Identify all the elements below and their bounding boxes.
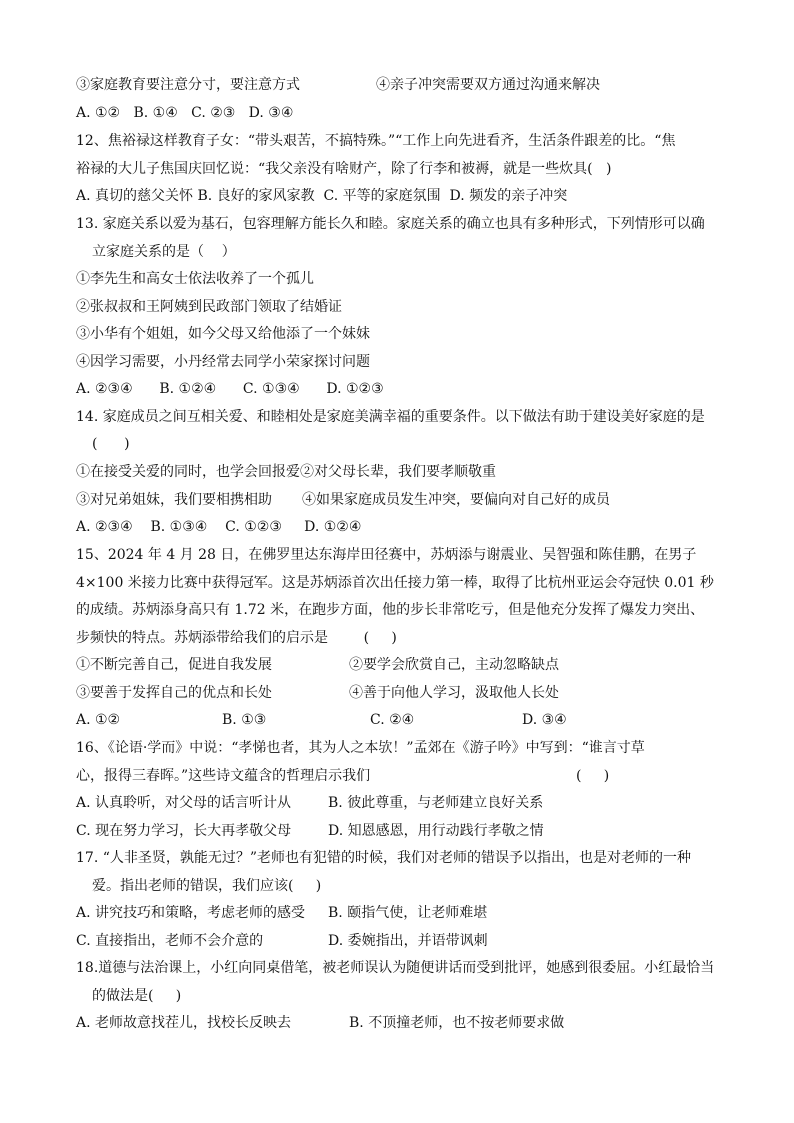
q15-option-2: ②要学会欣赏自己，主动忽略缺点 [349,657,559,673]
q15-choice-a: A. ①② [76,712,121,728]
q15-option-4: ④善于向他人学习，汲取他人长处 [349,685,559,701]
q16-stem-line-2: 心，报得三春晖。”这些诗文蕴含的哲理启示我们 [76,768,371,784]
q15-stem-line-2: 4×100 米接力比赛中获得冠军。这是苏炳添首次出任接力第一棒，取得了比杭州亚运会夺冠快 0.01 秒 [76,575,714,591]
q15-choice-d: D. ③④ [522,712,567,728]
q13-option-2: ②张叔叔和王阿姨到民政部门领取了结婚证 [76,299,342,315]
q15-choice-b: B. ①③ [222,712,267,728]
q18-stem-line-2: 的做法是( ) [92,988,182,1004]
q16-option-d: D. 知恩感恩，用行动践行孝敬之情 [328,823,544,839]
q17-stem-line-1: 17. “人非圣贤，孰能无过？”老师也有犯错的时候，我们对老师的错误予以指出，也是对老师的一种 [76,850,692,866]
q18-option-a: A. 老师故意找茬儿，找校长反映去 [76,1015,292,1031]
q17-stem-line-2: 爱。指出老师的错误，我们应该( ) [92,878,322,894]
q17-option-b: B. 颐指气使，让老师难堪 [328,905,488,921]
q18-option-b: B. 不顶撞老师，也不按老师要求做 [349,1015,565,1031]
q14-choices: A. ②③④ B. ①③④ C. ①②③ D. ①②④ [76,519,362,535]
q13-option-3: ③小华有个姐姐，如今父母又给他添了一个妹妹 [76,326,370,342]
q16-option-b: B. 彼此尊重，与老师建立良好关系 [328,795,544,811]
q17-option-c: C. 直接指出，老师不会介意的 [76,933,264,949]
q15-stem-line-1: 15、2024 年 4 月 28 日，在佛罗里达东海岸田径赛中，苏炳添与谢震业、吴智强和陈佳鹏，在男子 [76,547,697,563]
q14-option-3: ③对兄弟姐妹，我们要相携相助 [76,492,272,508]
q15-option-1: ①不断完善自己，促进自我发展 [76,657,272,673]
q13-stem-line-2: 立家庭关系的是（ ） [92,244,236,260]
q12-choices: A. 真切的慈父关怀 B. 良好的家风家教 C. 平等的家庭氛围 D. 频发的亲子冲突 [76,188,568,204]
q13-choices: A. ②③④ B. ①②④ C. ①③④ D. ①②③ [76,381,384,397]
q16-answer-bracket: ( ) [576,768,610,784]
q16-option-a: A. 认真聆听，对父母的话言听计从 [76,795,292,811]
q13-option-1: ①李先生和高女士依法收养了一个孤儿 [76,271,314,287]
q14-options-1-2: ①在接受关爱的同时，也学会回报爱②对父母长辈，我们要孝顺敬重 [76,464,496,480]
q13-stem-line-1: 13. 家庭关系以爱为基石，包容理解方能长久和睦。家庭关系的确立也具有多种形式，下列情形可以确 [76,216,705,232]
q12-stem-line-1: 12、焦裕禄这样教育子女：“带头艰苦，不搞特殊。”“工作上向先进看齐，生活条件跟差的比。“焦 [76,133,676,149]
q14-stem-line-1: 14. 家庭成员之间互相关爱、和睦相处是家庭美满幸福的重要条件。以下做法有助于建设美好家庭的是 [76,409,705,425]
q15-stem-line-3: 的成绩。苏炳添身高只有 1.72 米，在跑步方面，他的步长非常吃亏，但是他充分发挥了爆发力突出、 [76,602,705,618]
q11-statement-3: ③家庭教育要注意分寸，要注意方式 [76,77,300,93]
q16-option-c: C. 现在努力学习，长大再孝敬父母 [76,823,292,839]
q12-stem-line-2: 裕禄的大儿子焦国庆回忆说：“我父亲没有啥财产，除了行李和被褥，就是一些炊具( ) [76,161,612,177]
q15-stem-line-4: 步频快的特点。苏炳添带给我们的启示是 ( ) [76,630,397,646]
q17-option-a: A. 讲究技巧和策略，考虑老师的感受 [76,905,306,921]
q13-option-4: ④因学习需要，小丹经常去同学小荣家探讨问题 [76,354,370,370]
q18-stem-line-1: 18.道德与法治课上，小红向同桌借笔，被老师误认为随便讲话而受到批评，她感到很委屈。小红最恰当 [76,960,715,976]
q15-choice-c: C. ②④ [370,712,415,728]
q16-stem-line-1: 16、《论语·学而》中说：“孝悌也者，其为人之本欤！”孟郊在《游子吟》中写到：“谁言寸草 [76,740,645,756]
q11-statement-4: ④亲子冲突需要双方通过沟通来解决 [376,77,600,93]
q17-option-d: D. 委婉指出，并语带讽刺 [328,933,488,949]
q15-option-3: ③要善于发挥自己的优点和长处 [76,685,272,701]
q14-stem-line-2: ( ) [92,436,130,452]
q14-option-4: ④如果家庭成员发生冲突，要偏向对自己好的成员 [302,492,610,508]
q11-choices: A. ①② B. ①④ C. ②③ D. ③④ [76,105,294,121]
